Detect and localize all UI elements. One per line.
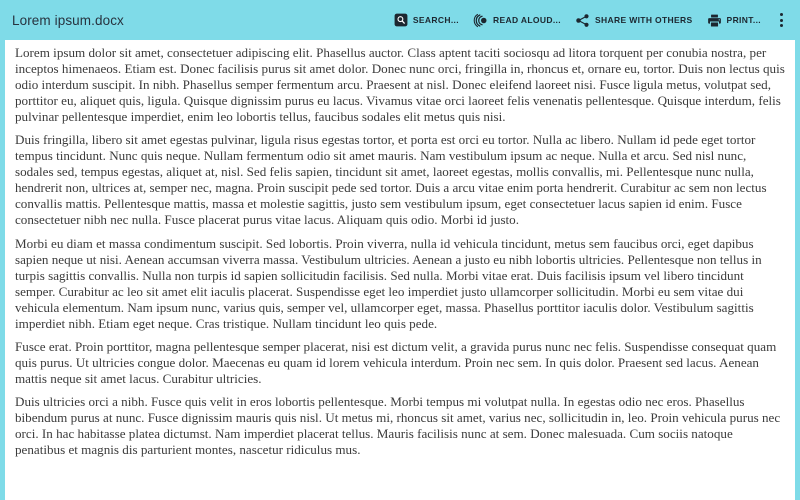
share-icon <box>575 13 590 28</box>
app-toolbar <box>0 0 800 40</box>
more-dot <box>780 13 783 16</box>
share-button-label: SHARE WITH OTHERS <box>594 15 693 25</box>
more-dot <box>780 24 783 27</box>
toolbar-actions <box>387 7 792 33</box>
document-page-frame <box>0 40 800 500</box>
document-paragraph: Fusce erat. Proin porttitor, magna pellentesque semper placerat, nisi est dictum velit, a gravida purus nunc nec felis. Suspendisse consequat quam quis purus. Ut ultricies congue dolor. Maecenas eu quam id lorem vehicula interdum. Proin nec sem. In quis dolor. Praesent sed lacus. Aenean mattis neque sit amet lacus. Curabitur ultricies. <box>15 338 777 386</box>
print-button-label: PRINT... <box>726 15 761 25</box>
read-aloud-button[interactable] <box>466 9 568 32</box>
more-vertical-icon[interactable] <box>770 7 792 33</box>
document-paragraph: Lorem ipsum dolor sit amet, consectetuer adipiscing elit. Phasellus auctor. Class aptent taciti sociosqu ad litora torquent per conubia nostra, per inceptos himenaeos. Etiam est. Donec facilisis purus sit amet dolor. Donec nunc orci, fringilla in, rhoncus et, ornare eu, tortor. Duis non lectus quis odio interdum suscipit. In nibh. Phasellus semper fermentum arcu. Praesent at nisl. Donec eleifend laoreet nisi. Fusce ligula metus, volutpat sed, porttitor eu, aliquet quis, ligula. Quisque dignissim purus eu lacus. Vivamus vitae orci laoreet felis venenatis pellentesque. Quisque interdum, felis pulvinar pellentesque imperdiet, enim leo lobortis tellus, faucibus sodales elit metus quis nisi. <box>15 45 785 125</box>
search-icon <box>394 13 408 27</box>
print-icon <box>707 13 722 28</box>
document-paragraph: Duis fringilla, libero sit amet egestas pulvinar, ligula risus egestas tortor, et porta est orci eu tortor. Nulla ac libero. Nullam id pede eget tortor tempus tincidunt. Nunc quis neque. Nullam fermentum odio sit amet mauris. Nam vestibulum ipsum ac neque. Nulla et arcu. Sed nisl nunc, sodales sed, tempus egestas, aliquet at, nisl. Sed felis sapien, tincidunt sit amet, laoreet egestas, mollis convallis, mi. Pellentesque nunc nulla, hendrerit non, ultrices at, semper nec, magna. Proin suscipit pede sed tortor. Duis a arcu vitae enim porta hendrerit. Curabitur ac sem non lectus convallis mattis. Pellentesque mattis, massa et molestie sagittis, justo sem vestibulum ipsum, eget consectetuer lacus sapien id enim. Fusce consectetuer nibh nec nulla. Fusce placerat purus vitae lacus. Aliquam quis odio. Morbi id justo. <box>15 132 767 228</box>
share-button[interactable] <box>568 9 700 32</box>
search-button-label: SEARCH... <box>412 15 459 25</box>
more-dot <box>780 19 783 22</box>
document-page <box>5 40 795 500</box>
print-button[interactable] <box>700 9 768 32</box>
document-paragraph: Morbi eu diam et massa condimentum suscipit. Sed lobortis. Proin viverra, nulla id vehicula tincidunt, metus sem faucibus orci, eget dapibus sapien neque ut nisi. Aenean accumsan viverra massa. Vestibulum ultricies. Aenean a justo eu nibh lobortis ultricies. Pellentesque non tellus in turpis sagittis convallis. Nulla non turpis id sapien sollicitudin facilisis. Sed nulla. Morbi vitae erat. Duis facilisis ipsum vel libero tincidunt semper. Curabitur ac leo sit amet elit iaculis placerat. Suspendisse eget leo imperdiet justo ullamcorper sollicitudin. Morbi eu sem vitae dui vehicula elementum. Nam ipsum nunc, varius quis, semper vel, ullamcorper eget, massa. Phasellus porttitor iaculis dolor. Vestibulum sagittis imperdiet nibh. Etiam eget neque. Cras tristique. Nullam tincidunt leo quis pede. <box>15 235 762 331</box>
document-paragraph: Duis ultricies orci a nibh. Fusce quis velit in eros lobortis pellentesque. Morbi tempus mi volutpat nulla. In egestas odio nec eros. Phasellus bibendum purus at nunc. Fusce dignissim mauris quis nisl. Ut metus mi, rhoncus sit amet, varius nec, sollicitudin in, leo. Proin vehicula purus nec orci. In hac habitasse platea dictumst. Nam imperdiet placerat tellus. Mauris facilisis nunc at sem. Donec malesuada. Cum sociis natoque penatibus et magnis dis parturient montes, nascetur ridiculus mus. <box>15 393 781 458</box>
document-title: Lorem ipsum.docx <box>12 12 124 28</box>
read-aloud-button-label: READ ALOUD... <box>492 15 561 25</box>
search-button[interactable] <box>387 9 466 31</box>
document-text-body <box>15 45 786 458</box>
read-aloud-icon <box>473 13 488 28</box>
